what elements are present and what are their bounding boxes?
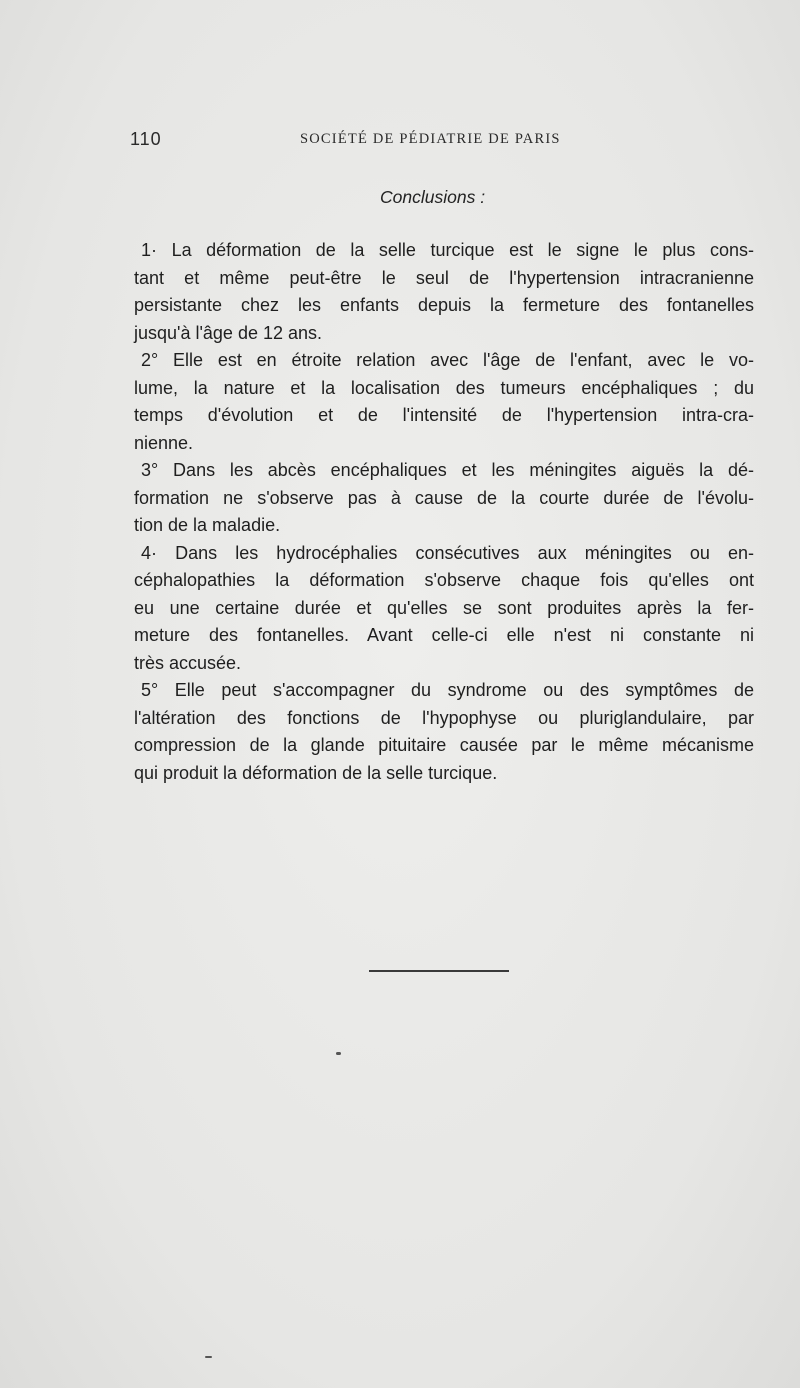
print-speck <box>336 1052 341 1055</box>
paragraph-line: très accusée. <box>134 652 242 673</box>
paragraph-line: compression de la glande pituitaire causée par le même mécanisme <box>134 735 754 755</box>
paragraph-line: meture des fontanelles. Avant celle-ci elle n'est ni constante ni <box>134 625 754 645</box>
section-divider <box>369 970 509 972</box>
paragraph-line: l'altération des fonctions de l'hypophyse ou pluriglandulaire, par <box>134 707 754 728</box>
paragraph-3 <box>134 457 754 540</box>
paragraph-line: nienne. <box>134 432 194 453</box>
paragraph-line: lume, la nature et la localisation des tumeurs encéphaliques ; du <box>134 377 754 398</box>
paragraph-line: 4· Dans les hydrocéphalies consécutives aux méningites ou en- <box>141 542 754 563</box>
paragraph-line: qui produit la déformation de la selle turcique. <box>134 762 498 783</box>
page-header <box>130 129 750 153</box>
paragraph-line: tant et même peut-être le seul de l'hypertension intracranienne <box>134 267 754 288</box>
paragraph-line: formation ne s'observe pas à cause de la courte durée de l'évolu- <box>134 487 754 508</box>
running-head: SOCIÉTÉ DE PÉDIATRIE DE PARIS <box>300 131 561 147</box>
paragraph-line: 5° Elle peut s'accompagner du syndrome ou des symptômes de <box>141 680 754 700</box>
paragraph-line: eu une certaine durée et qu'elles se sont produites après la fer- <box>134 597 754 618</box>
print-speck <box>205 1356 212 1358</box>
paragraph-2 <box>134 347 754 457</box>
page-number: 110 <box>130 129 162 149</box>
paragraph-line: 3° Dans les abcès encéphaliques et les méningites aiguës la dé- <box>141 460 754 480</box>
paragraph-line: tion de la maladie. <box>134 515 281 535</box>
paragraph-line: 2° Elle est en étroite relation avec l'âge de l'enfant, avec le vo- <box>141 350 754 370</box>
paragraph-line: 1· La déformation de la selle turcique est le signe le plus cons- <box>141 240 754 260</box>
paragraph-line: persistante chez les enfants depuis la fermeture des fontanelles <box>134 295 754 315</box>
document-body <box>134 237 754 787</box>
section-title: Conclusions : <box>380 187 486 207</box>
paragraph-1 <box>134 237 754 347</box>
paragraph-4 <box>134 540 754 678</box>
paragraph-line: jusqu'à l'âge de 12 ans. <box>134 322 323 343</box>
paragraph-line: temps d'évolution et de l'intensité de l'hypertension intra-cra- <box>134 405 754 425</box>
paragraph-5 <box>134 677 754 787</box>
paragraph-line: céphalopathies la déformation s'observe chaque fois qu'elles ont <box>134 570 754 590</box>
